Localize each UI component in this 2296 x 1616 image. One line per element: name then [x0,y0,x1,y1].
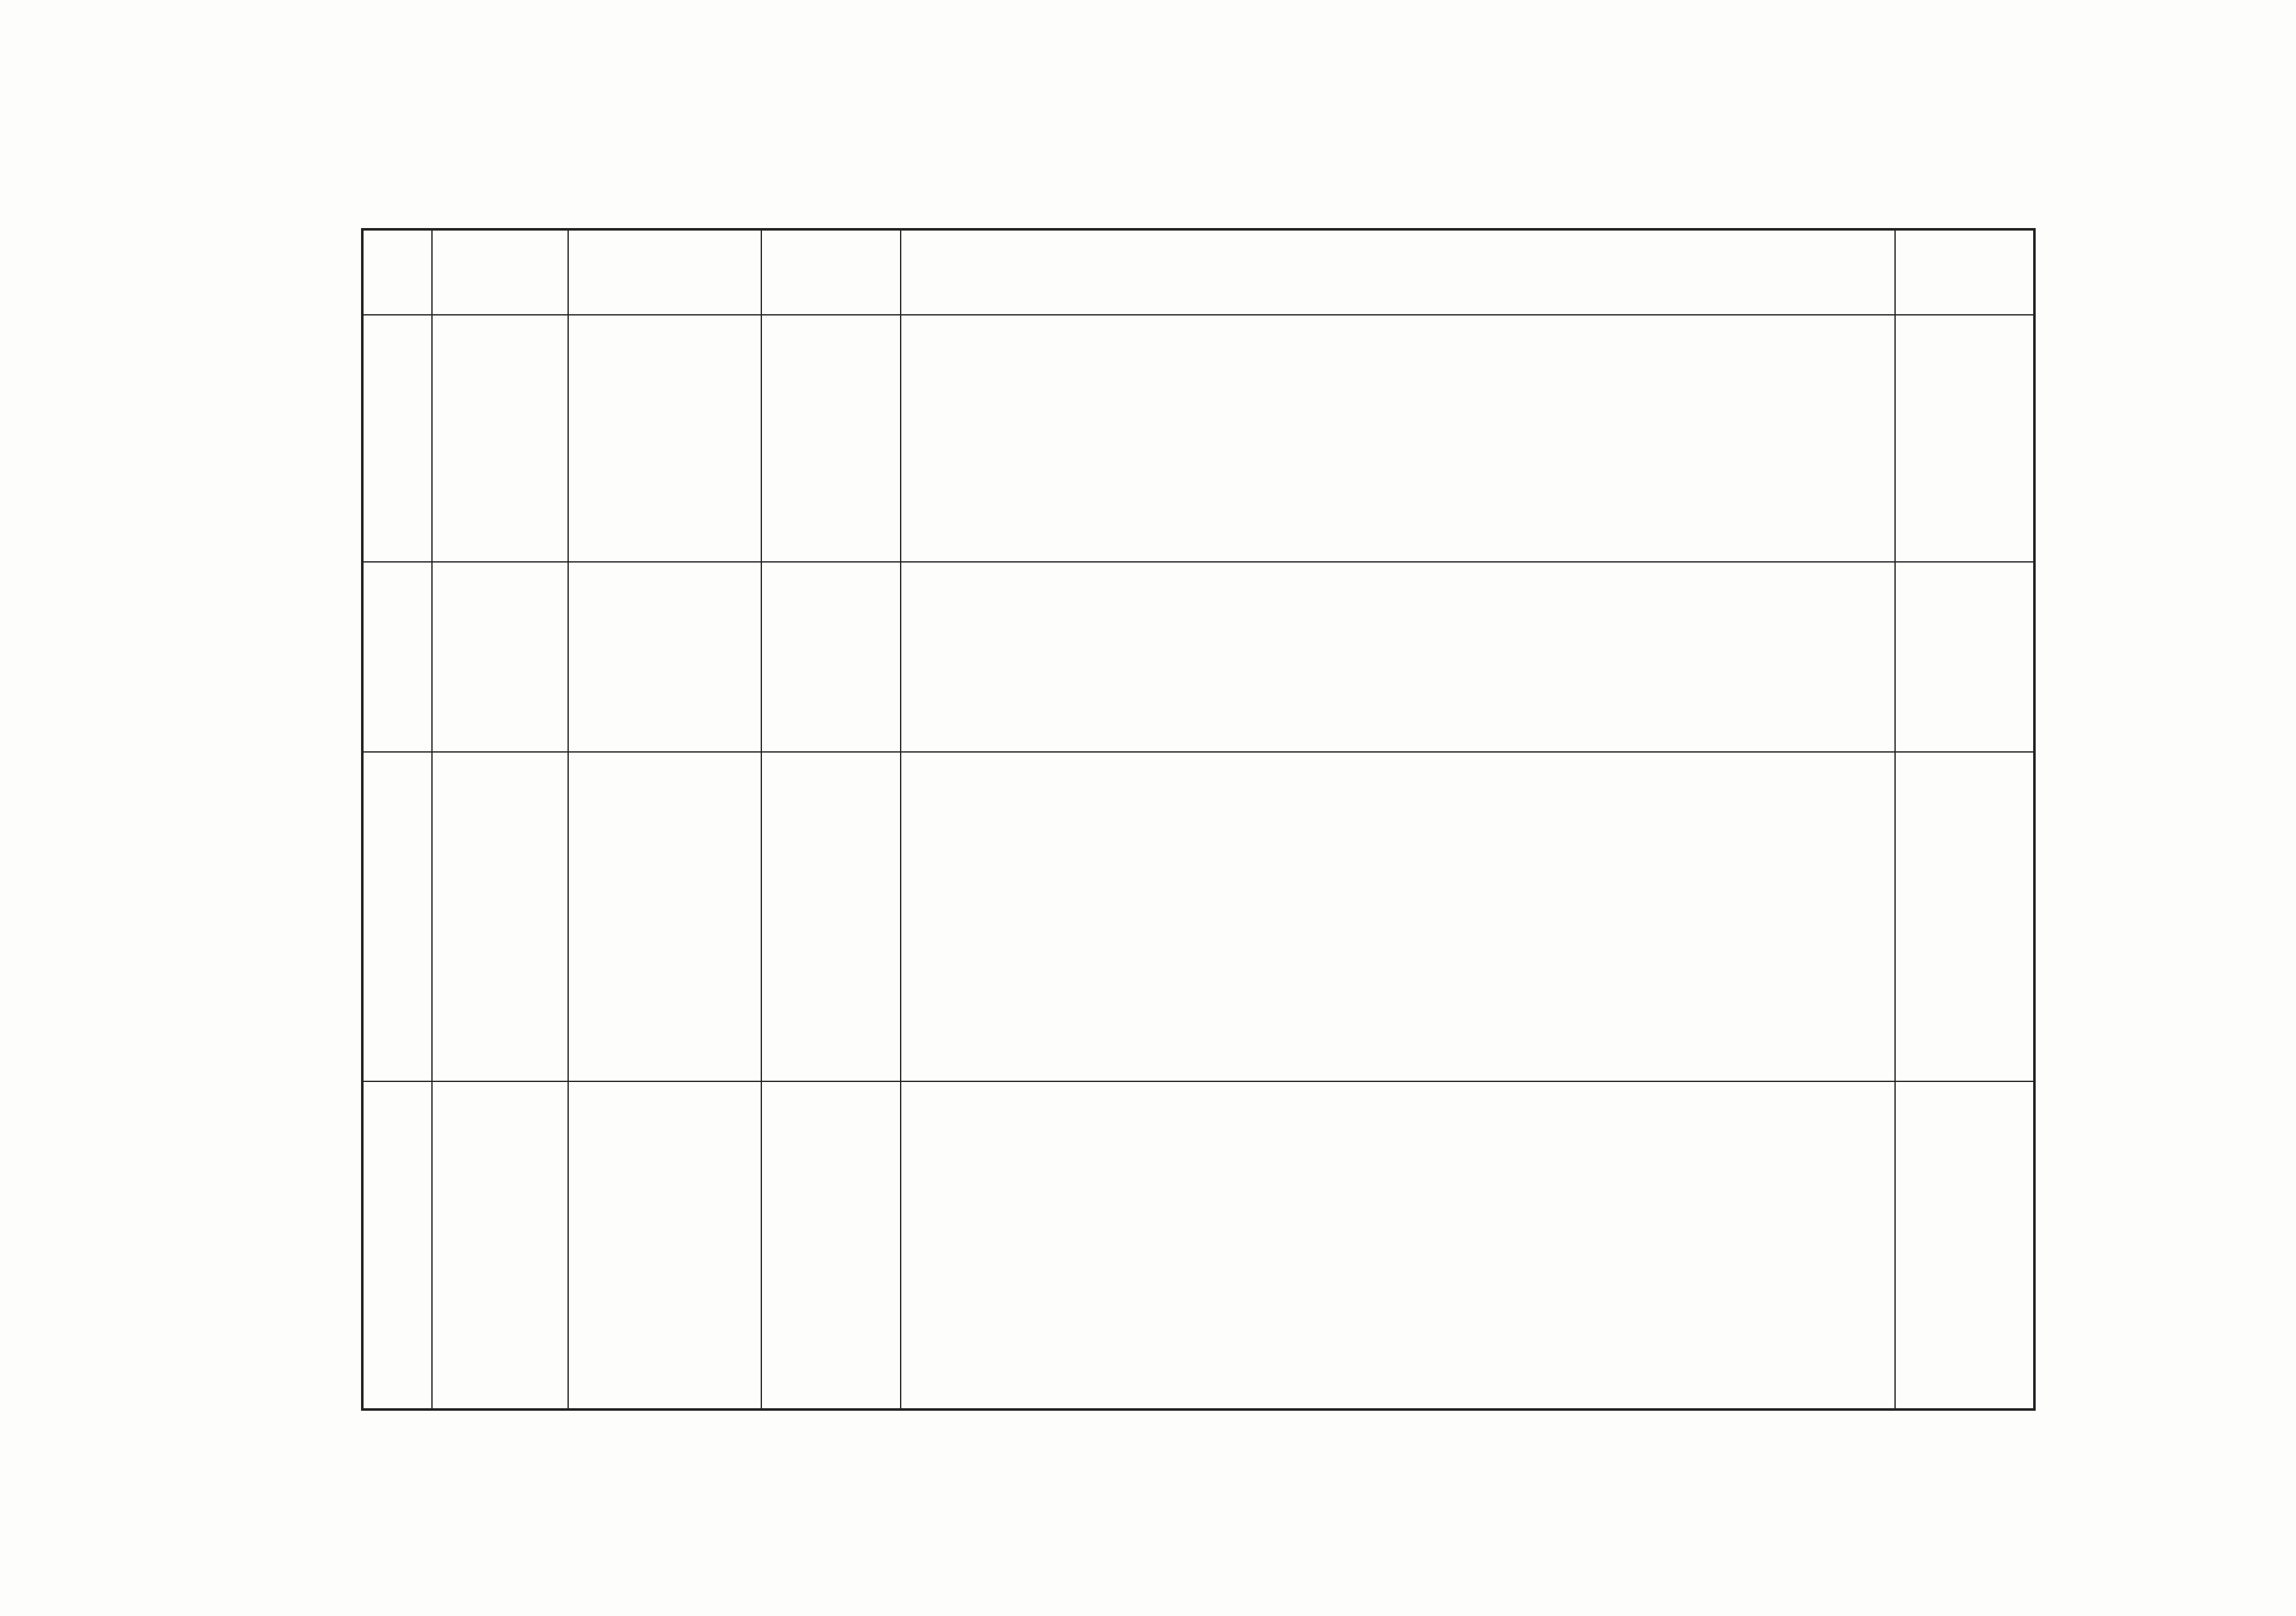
cell-note [1895,315,2034,562]
cell-item [568,562,761,752]
table-header [362,229,2034,315]
cell-seq [362,752,432,1081]
table-container [361,228,2033,1394]
header-subject [432,229,568,315]
cell-seq [362,562,432,752]
cell-seq [362,1081,432,1409]
table-row [362,315,2034,562]
cell-basis [901,315,1895,562]
header-category [761,229,901,315]
table-body [362,315,2034,1409]
header-basis [901,229,1895,315]
cell-category [761,562,901,752]
table-row [362,1081,2034,1409]
cell-subject [432,1081,568,1409]
header-seq [362,229,432,315]
page-number [279,1191,355,1356]
cell-basis [901,1081,1895,1409]
header-note [1895,229,2034,315]
cell-subject [432,562,568,752]
table-row [362,562,2034,752]
cell-basis [901,752,1895,1081]
cell-category [761,315,901,562]
header-item [568,229,761,315]
cell-item [568,1081,761,1409]
cell-item [568,315,761,562]
cell-subject [432,315,568,562]
cell-basis [901,562,1895,752]
cell-note [1895,1081,2034,1409]
cell-category [761,1081,901,1409]
table-row [362,752,2034,1081]
cell-category [761,752,901,1081]
cell-item [568,752,761,1081]
cell-note [1895,562,2034,752]
table-header-row [362,229,2034,315]
inspection-items-table [361,228,2036,1411]
cell-seq [362,315,432,562]
cell-note [1895,752,2034,1081]
cell-subject [432,752,568,1081]
